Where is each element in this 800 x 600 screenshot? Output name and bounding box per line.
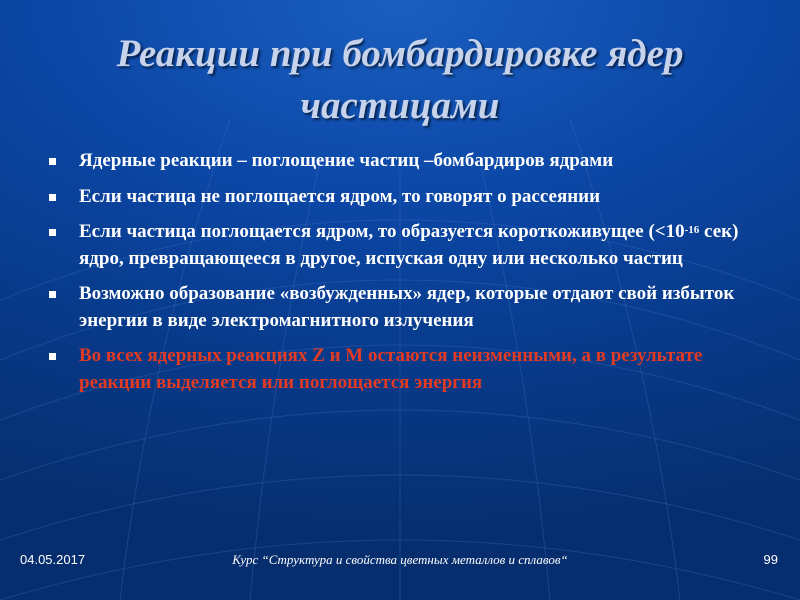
bullet-text: Во всех ядерных реакциях Z и M остаются неизменными, а в результате реакции выделяется или поглощается энергия <box>79 345 703 393</box>
square-bullet-icon <box>49 229 56 236</box>
square-bullet-icon <box>49 353 56 360</box>
slide-title-line-1: Реакции при бомбардировке ядер <box>116 32 684 75</box>
square-bullet-icon <box>49 158 56 165</box>
bullet-item <box>44 148 756 175</box>
bullet-text-after: сек) ядро, превращающееся в другое, испуская одну или несколько частиц <box>79 221 739 269</box>
bullet-superscript: -16 <box>684 224 700 236</box>
bullet-text: Ядерные реакции – поглощение частиц –бомбардиров ядрами <box>79 150 614 171</box>
bullet-text: Возможно образование «возбужденных» ядер, которые отдают свой избыток энергии в виде электромагнитного излучения <box>79 283 735 331</box>
footer-page-number: 99 <box>763 552 778 567</box>
bullet-item <box>44 281 756 334</box>
bullet-item <box>44 219 756 272</box>
bullet-text-before: Если частица поглощается ядром, то образуется короткоживущее (<10 <box>79 221 685 242</box>
bullet-item-highlighted <box>44 343 756 396</box>
bullet-text: Если частица не поглощается ядром, то говорят о рассеянии <box>79 185 601 207</box>
bullet-item <box>44 184 756 211</box>
square-bullet-icon <box>49 194 56 201</box>
footer-date: 04.05.2017 <box>20 552 86 567</box>
footer-course-name: Курс “Структура и свойства цветных металлов и сплавов“ <box>232 552 568 567</box>
slide-title <box>40 28 760 132</box>
square-bullet-icon <box>49 291 56 298</box>
bullet-list <box>44 148 756 405</box>
slide-title-line-2: частицами <box>300 84 500 127</box>
